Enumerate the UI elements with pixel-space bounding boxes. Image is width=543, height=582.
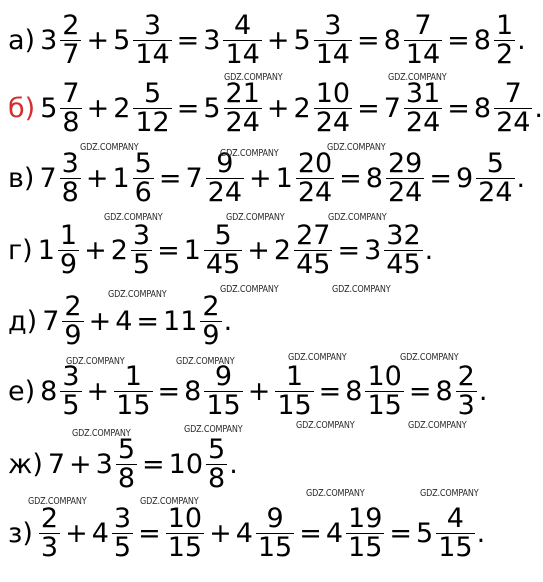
- equation-row: [8, 80, 543, 138]
- denominator: 15: [167, 532, 203, 564]
- numerator: 1: [285, 361, 304, 392]
- whole-part: 4: [325, 518, 344, 550]
- mixed-number: [276, 150, 336, 208]
- fraction: [166, 505, 204, 563]
- numerator: 29: [387, 148, 423, 179]
- numerator: 5: [208, 434, 226, 465]
- denominator: 24: [496, 107, 531, 139]
- denominator: 24: [387, 177, 423, 209]
- whole-part: 8: [473, 93, 492, 125]
- denominator: 2: [495, 39, 514, 71]
- whole-number: 4: [115, 306, 133, 338]
- denominator: 5: [132, 249, 151, 281]
- whole-part: 5: [113, 25, 131, 57]
- denominator: 14: [225, 39, 260, 71]
- operator: =: [389, 518, 413, 550]
- equation-row: [8, 222, 433, 280]
- denominator: 14: [405, 39, 441, 71]
- equation-row: [8, 293, 232, 351]
- fraction: [365, 363, 403, 421]
- numerator: 3: [143, 10, 162, 41]
- fraction: [206, 436, 227, 494]
- denominator: 5: [62, 390, 80, 422]
- numerator: 4: [234, 10, 252, 41]
- watermark-text: GDZ.COMPANY: [108, 289, 167, 300]
- numerator: 10: [367, 361, 402, 392]
- watermark-text: GDZ.COMPANY: [224, 72, 283, 83]
- fraction: [204, 222, 242, 280]
- whole-part: 1: [183, 235, 201, 267]
- operator: =: [429, 163, 452, 195]
- fraction: [112, 505, 133, 563]
- fraction: [294, 222, 332, 280]
- equation-row: [8, 12, 526, 70]
- fraction: [256, 505, 294, 563]
- fraction: [60, 150, 81, 208]
- denominator: 14: [315, 39, 350, 71]
- watermark-text: GDZ.COMPANY: [176, 356, 235, 367]
- whole-part: 8: [473, 25, 491, 57]
- operator: =: [447, 25, 470, 57]
- whole-part: 5: [203, 93, 221, 125]
- whole-part: 8: [184, 376, 202, 408]
- fraction: [386, 150, 424, 208]
- fraction: [116, 436, 137, 494]
- fraction: [476, 150, 514, 208]
- whole-part: 2: [113, 93, 131, 125]
- period: .: [476, 518, 486, 550]
- whole-part: 11: [163, 306, 198, 338]
- whole-part: 8: [435, 376, 453, 408]
- numerator: 27: [296, 220, 331, 251]
- fraction: [436, 505, 474, 563]
- whole-part: 5: [40, 93, 58, 125]
- fraction: [494, 12, 515, 70]
- numerator: 4: [446, 503, 464, 534]
- denominator: 9: [202, 320, 220, 352]
- watermark-text: GDZ.COMPANY: [420, 488, 479, 499]
- mixed-number: [384, 12, 444, 70]
- denominator: 14: [135, 39, 170, 71]
- operator: =: [318, 376, 342, 408]
- mixed-number: [163, 293, 223, 351]
- numerator: 2: [40, 503, 59, 534]
- fraction: [314, 12, 352, 70]
- mixed-number: [294, 80, 354, 138]
- fraction: [296, 150, 334, 208]
- watermark-text: GDZ.COMPANY: [104, 212, 163, 223]
- whole-part: 2: [293, 93, 311, 125]
- mixed-number: [165, 505, 205, 563]
- mixed-number: [456, 150, 516, 208]
- numerator: 1: [59, 220, 78, 251]
- operator: +: [88, 306, 112, 338]
- item-label: ж): [8, 449, 43, 481]
- mixed-number: [293, 12, 353, 70]
- numerator: 3: [324, 10, 342, 41]
- numerator: 5: [486, 148, 504, 179]
- operator: =: [447, 93, 470, 125]
- whole-part: 5: [293, 25, 311, 57]
- watermark-text: GDZ.COMPANY: [306, 488, 365, 499]
- mixed-number: [113, 12, 173, 70]
- denominator: 15: [257, 532, 293, 564]
- denominator: 24: [297, 177, 333, 209]
- numerator: 5: [134, 148, 152, 179]
- whole-part: 3: [203, 25, 221, 57]
- mixed-number: [38, 222, 80, 280]
- fraction: [404, 80, 442, 138]
- whole-part: 4: [91, 518, 109, 550]
- mixed-number: [38, 505, 61, 563]
- mixed-number: [40, 363, 82, 421]
- mixed-number: [111, 222, 153, 280]
- mixed-number: [42, 293, 84, 351]
- watermark-text: GDZ.COMPANY: [288, 352, 347, 363]
- denominator: 15: [277, 390, 312, 422]
- mixed-number: [416, 505, 476, 563]
- mixed-number: [364, 222, 424, 280]
- numerator: 19: [348, 503, 383, 534]
- mixed-number: [203, 12, 263, 70]
- watermark-text: GDZ.COMPANY: [226, 212, 285, 223]
- whole-part: 3: [364, 235, 382, 267]
- numerator: 3: [62, 361, 80, 392]
- watermark-text: GDZ.COMPANY: [388, 72, 447, 83]
- denominator: 24: [478, 177, 513, 209]
- denominator: 15: [348, 532, 383, 564]
- equation-row: [8, 436, 238, 494]
- fraction: [131, 222, 152, 280]
- period: .: [516, 163, 526, 195]
- fraction: [200, 293, 221, 351]
- whole-part: 7: [185, 163, 203, 195]
- fraction: [58, 222, 79, 280]
- mixed-number: [113, 80, 173, 138]
- mixed-number: [184, 363, 244, 421]
- period: .: [478, 376, 488, 408]
- operator: =: [157, 376, 181, 408]
- whole-part: 7: [42, 306, 60, 338]
- watermark-text: GDZ.COMPANY: [327, 142, 386, 153]
- fraction: [314, 80, 352, 138]
- denominator: 6: [134, 177, 152, 209]
- item-label: е): [8, 376, 36, 408]
- period: .: [424, 235, 434, 267]
- operator: +: [209, 518, 232, 550]
- whole-part: 10: [168, 449, 204, 481]
- mixed-number: [474, 12, 516, 70]
- operator: +: [247, 235, 270, 267]
- item-label: д): [8, 306, 38, 338]
- watermark-text: GDZ.COMPANY: [332, 284, 391, 295]
- item-label: з): [8, 518, 33, 550]
- numerator: 1: [495, 10, 514, 41]
- fraction: [133, 80, 171, 138]
- numerator: 10: [167, 503, 203, 534]
- watermark-text: GDZ.COMPANY: [408, 420, 467, 431]
- mixed-number: [274, 363, 314, 421]
- operator: =: [157, 235, 180, 267]
- watermark-text: GDZ.COMPANY: [140, 496, 199, 507]
- operator: =: [158, 163, 182, 195]
- operator: =: [138, 518, 161, 550]
- denominator: 8: [117, 463, 136, 495]
- fraction: [224, 80, 262, 138]
- numerator: 3: [61, 148, 79, 179]
- numerator: 3: [113, 503, 132, 534]
- fraction: [223, 12, 261, 70]
- operator: +: [69, 449, 92, 481]
- item-label: г): [8, 235, 33, 267]
- denominator: 15: [367, 390, 402, 422]
- fraction: [133, 150, 154, 208]
- watermark-text: GDZ.COMPANY: [184, 424, 243, 435]
- watermark-text: GDZ.COMPANY: [400, 352, 459, 363]
- mixed-number: [203, 80, 263, 138]
- operator: =: [357, 93, 380, 125]
- numerator: 5: [214, 220, 232, 251]
- denominator: 45: [296, 249, 331, 281]
- numerator: 2: [62, 10, 80, 41]
- equation-row: [8, 505, 485, 563]
- operator: =: [299, 518, 322, 550]
- denominator: 24: [315, 107, 351, 139]
- numerator: 2: [202, 291, 220, 322]
- numerator: 10: [315, 78, 351, 109]
- equation-row: [8, 363, 487, 421]
- numerator: 9: [216, 148, 234, 179]
- numerator: 9: [214, 361, 233, 392]
- operator: =: [136, 306, 160, 338]
- denominator: 8: [61, 177, 79, 209]
- denominator: 7: [62, 39, 80, 71]
- mixed-number: [40, 80, 82, 138]
- period: .: [517, 25, 526, 57]
- period: .: [223, 306, 233, 338]
- operator: =: [356, 25, 380, 57]
- operator: +: [86, 93, 110, 125]
- mixed-number: [435, 363, 477, 421]
- mixed-number: [184, 222, 244, 280]
- numerator: 31: [405, 78, 441, 109]
- operator: +: [247, 376, 271, 408]
- watermark-text: GDZ.COMPANY: [220, 148, 279, 159]
- watermark-text: GDZ.COMPANY: [66, 356, 125, 367]
- denominator: 45: [386, 249, 421, 281]
- watermark-text: GDZ.COMPANY: [80, 142, 139, 153]
- fraction: [275, 363, 313, 421]
- fraction: [456, 363, 477, 421]
- denominator: 8: [208, 463, 226, 495]
- item-label: в): [8, 163, 35, 195]
- fraction: [39, 505, 60, 563]
- whole-part: 9: [455, 163, 474, 195]
- operator: =: [339, 163, 362, 195]
- whole-number: 7: [47, 449, 66, 481]
- denominator: 24: [207, 177, 242, 209]
- fraction: [114, 363, 152, 421]
- whole-part: 2: [110, 235, 128, 267]
- fraction: [494, 80, 532, 138]
- denominator: 5: [113, 532, 132, 564]
- denominator: 9: [59, 249, 78, 281]
- whole-part: 8: [383, 25, 401, 57]
- fraction: [133, 12, 171, 70]
- watermark-text: GDZ.COMPANY: [328, 212, 387, 223]
- operator: =: [337, 235, 361, 267]
- operator: +: [65, 518, 88, 550]
- numerator: 7: [504, 78, 522, 109]
- denominator: 24: [405, 107, 441, 139]
- denominator: 15: [116, 390, 151, 422]
- whole-part: 7: [39, 163, 57, 195]
- whole-part: 3: [95, 449, 113, 481]
- fraction: [384, 222, 422, 280]
- mixed-number: [39, 150, 81, 208]
- whole-part: 1: [37, 235, 55, 267]
- numerator: 9: [266, 503, 284, 534]
- whole-part: 8: [40, 376, 58, 408]
- watermark-text: GDZ.COMPANY: [28, 496, 87, 507]
- mixed-number: [112, 150, 154, 208]
- mixed-number: [236, 505, 296, 563]
- mixed-number: [113, 363, 153, 421]
- fraction: [60, 80, 81, 138]
- item-label: а): [8, 25, 36, 57]
- numerator: 7: [414, 10, 432, 41]
- operator: +: [85, 163, 109, 195]
- mixed-number: [92, 505, 134, 563]
- mixed-number: [40, 12, 82, 70]
- denominator: 8: [62, 107, 80, 139]
- numerator: 3: [132, 220, 151, 251]
- operator: =: [176, 93, 200, 125]
- mixed-number: [366, 150, 426, 208]
- watermark-text: GDZ.COMPANY: [220, 284, 279, 295]
- numerator: 20: [297, 148, 333, 179]
- numerator: 5: [117, 434, 136, 465]
- denominator: 15: [206, 390, 241, 422]
- mixed-number: [384, 80, 444, 138]
- whole-part: 1: [112, 163, 130, 195]
- denominator: 3: [40, 532, 59, 564]
- whole-part: 8: [365, 163, 383, 195]
- item-label: б): [8, 93, 36, 125]
- denominator: 24: [225, 107, 260, 139]
- operator: +: [266, 93, 290, 125]
- mixed-number: [474, 80, 534, 138]
- operator: =: [176, 25, 200, 57]
- fraction: [62, 293, 83, 351]
- fraction: [204, 363, 242, 421]
- operator: +: [86, 25, 110, 57]
- denominator: 3: [457, 390, 475, 422]
- denominator: 9: [64, 320, 82, 352]
- whole-part: 3: [40, 25, 58, 57]
- mixed-number: [169, 436, 229, 494]
- fraction: [60, 363, 81, 421]
- mixed-number: [96, 436, 138, 494]
- operator: =: [408, 376, 432, 408]
- operator: +: [84, 235, 107, 267]
- operator: +: [266, 25, 290, 57]
- numerator: 5: [143, 78, 162, 109]
- whole-part: 1: [275, 163, 293, 195]
- fraction: [346, 505, 384, 563]
- numerator: 2: [457, 361, 475, 392]
- numerator: 2: [64, 291, 82, 322]
- denominator: 12: [135, 107, 170, 139]
- fraction: [60, 12, 81, 70]
- numerator: 1: [124, 361, 142, 392]
- numerator: 7: [62, 78, 80, 109]
- operator: =: [142, 449, 165, 481]
- fraction: [404, 12, 442, 70]
- denominator: 15: [438, 532, 473, 564]
- whole-part: 2: [273, 235, 292, 267]
- whole-part: 8: [345, 376, 363, 408]
- denominator: 45: [205, 249, 241, 281]
- whole-part: 7: [383, 93, 401, 125]
- numerator: 32: [386, 220, 421, 251]
- period: .: [534, 93, 543, 125]
- period: .: [229, 449, 238, 481]
- watermark-text: GDZ.COMPANY: [72, 428, 131, 439]
- numerator: 21: [225, 78, 260, 109]
- watermark-text: GDZ.COMPANY: [296, 420, 355, 431]
- mixed-number: [345, 363, 405, 421]
- whole-part: 4: [235, 518, 253, 550]
- mixed-number: [326, 505, 386, 563]
- mixed-number: [274, 222, 334, 280]
- operator: +: [249, 163, 272, 195]
- whole-part: 5: [416, 518, 434, 550]
- operator: +: [86, 376, 110, 408]
